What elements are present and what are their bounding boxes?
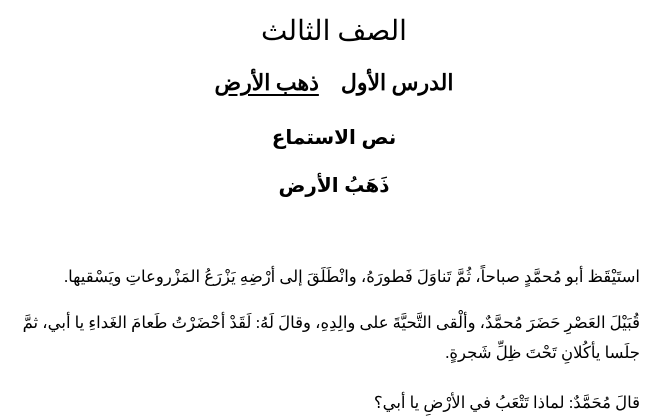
lesson-number: الدرس الأول <box>340 70 454 95</box>
paragraph-3: قالَ مُحَمَّدٌ: لماذا تَتْعَبُ في الأرْضِ يا أبي؟ <box>373 393 640 412</box>
grade-title: الصف الثالث <box>261 16 407 47</box>
lesson-header <box>0 68 668 98</box>
text-title: ذَهَبُ الأرض <box>278 175 390 197</box>
paragraph-1: استَيْقَظ أبو مُحمَّدٍ صباحاً، ثُمَّ تَناوَلَ فَطورَهُ، وانْطَلَقَ إلى أرْضِهِ يَزْرَعُ المَزْروعاتِ ويَسْقيها. <box>64 267 640 286</box>
listening-heading: نص الاستماع <box>271 127 397 149</box>
lesson-name: ذهب الأرض <box>214 70 319 95</box>
paragraph-2: قُبَيْلَ العَصْرِ حَضَرَ مُحمَّدٌ، وألْقى التَّحيَّةَ على والِدِهِ، وقالَ لَهُ: لَقَدْ أحْضَرْتُ طَعامَ الغَداءِ يا أبي، ثمَّ جلَسا يأكُلانِ تَحْتَ ظِلِّ شَجرةٍ. <box>22 313 640 362</box>
